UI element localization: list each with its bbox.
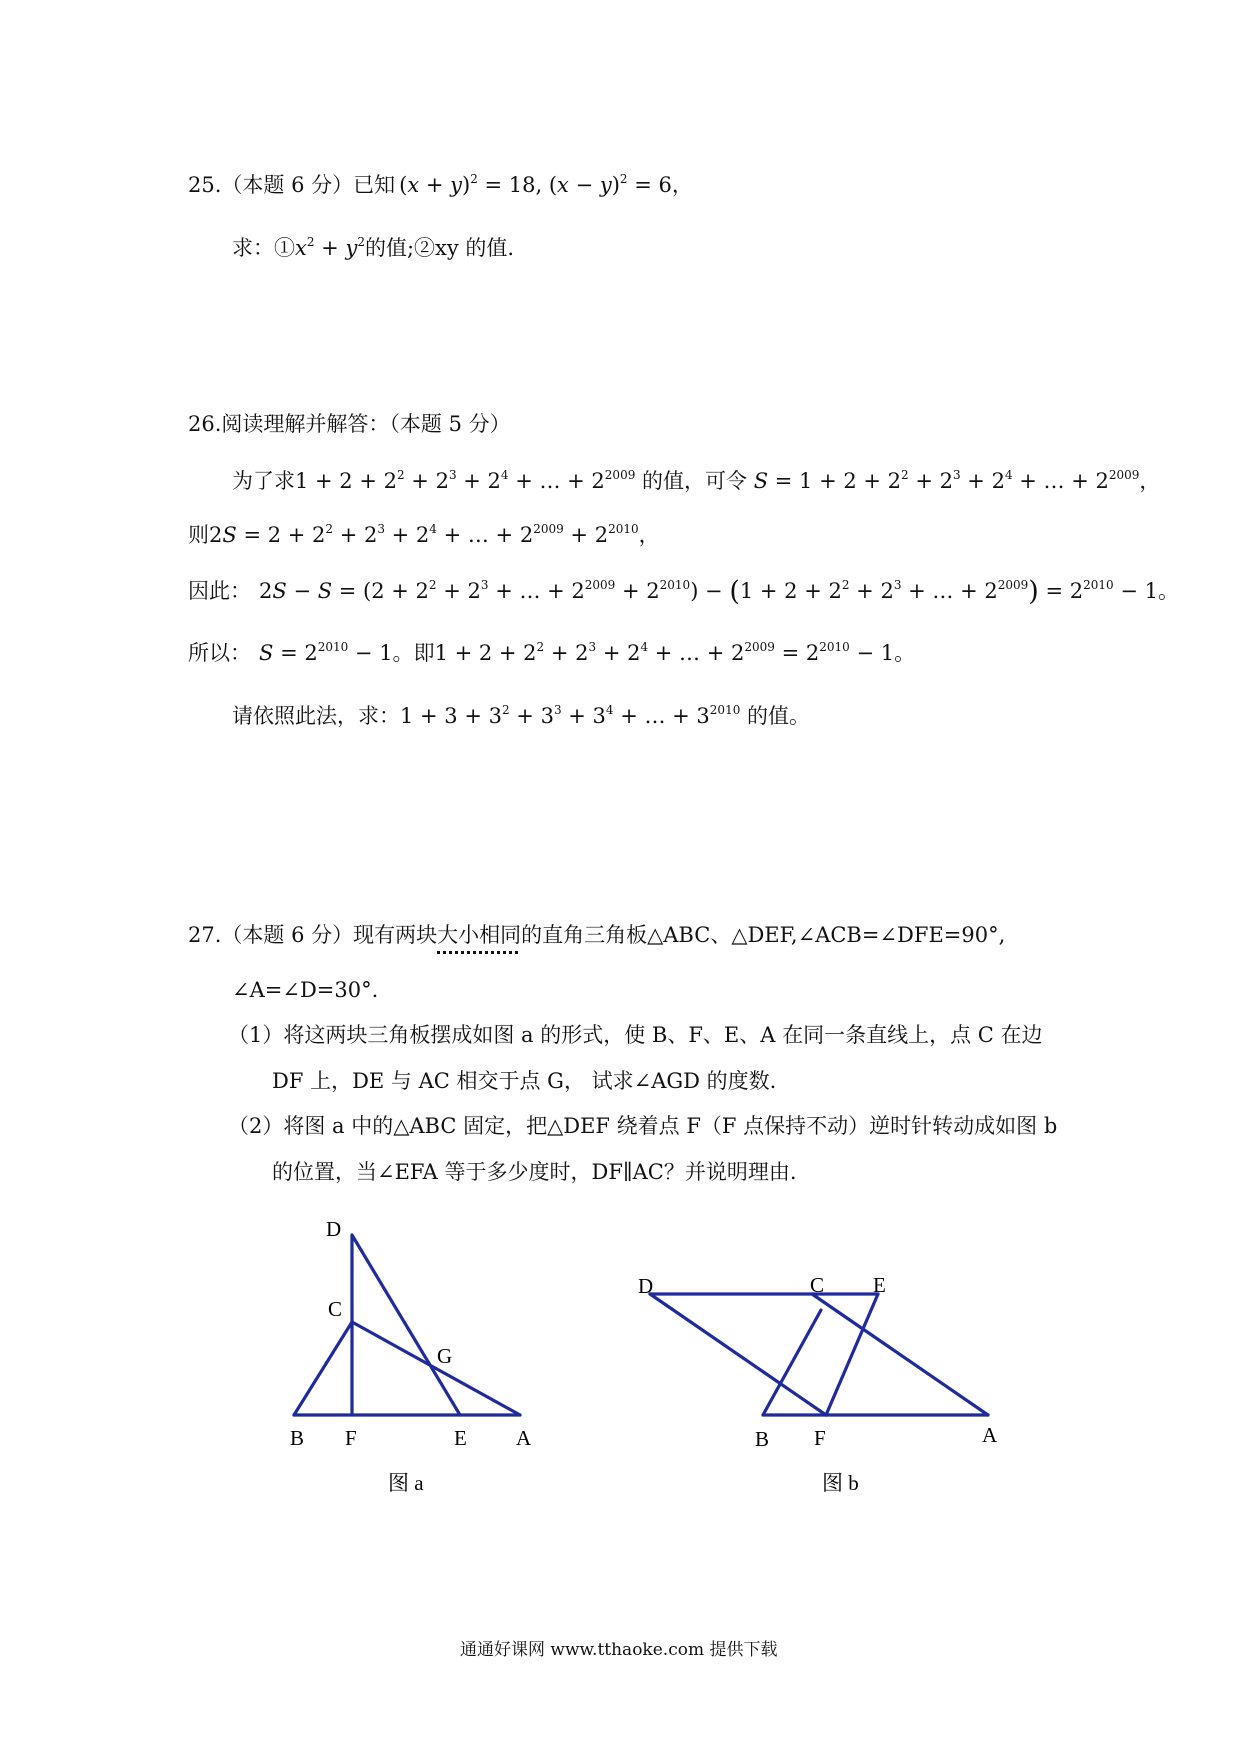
q25-heading bbox=[188, 172, 693, 198]
q25-ask-prefix: 求：① bbox=[232, 236, 295, 260]
q26-identity-expression: $1 + 2 + 2^2 + 2^3 + 2^4$ + … + $2^{2009} = 2^{2010} - 1$。 bbox=[434, 640, 916, 665]
figure-a-label-B: B bbox=[290, 1426, 305, 1450]
q27-part2-line2: 的位置，当∠EFA 等于多少度时，DF∥AC？并说明理由. bbox=[272, 1160, 797, 1184]
q27-part2-line1: （2）将图 a 中的△ABC 固定，把△DEF 绕着点 F（F 点保持不动）逆时针转动成如图 b bbox=[228, 1114, 1058, 1138]
q27-head-angles: ∠A=∠D=30°. bbox=[232, 978, 379, 1002]
figure-a-segment-DE bbox=[352, 1235, 460, 1415]
q26-result-expression: $S = 2^{2010} - 1$。 bbox=[259, 640, 414, 665]
q26-then bbox=[188, 522, 660, 548]
q27-head-a: 27.（本题 6 分）现有两块 bbox=[188, 923, 438, 947]
figure-a-label-F: F bbox=[345, 1426, 357, 1450]
q25-given-expression: $(x + y)^2 = 18$, $(x - y)^2 = 6$， bbox=[399, 172, 693, 197]
q26-ie-label: 即 bbox=[413, 641, 435, 665]
q25-ask-rest: 的值;②xy 的值. bbox=[364, 236, 515, 260]
q26-hence bbox=[188, 575, 1179, 609]
figure-b-label-B: B bbox=[755, 1427, 770, 1451]
figure-b-label-D: D bbox=[638, 1274, 654, 1298]
q26-s-definition: $S = 1 + 2 + 2^2 + 2^3 + 2^4$ + … + $2^{2009}$， bbox=[753, 468, 1161, 493]
figure-b bbox=[630, 1250, 1010, 1510]
figure-b-caption: 图 b bbox=[822, 1471, 859, 1495]
q27-part1-line1: （1）将这两块三角板摆成如图 a 的形式，使 B、F、E、A 在同一条直线上，点 C 在边 bbox=[228, 1023, 1043, 1047]
q26-so bbox=[188, 640, 915, 666]
q26-intro bbox=[232, 468, 1160, 494]
q27-heading bbox=[188, 922, 1005, 948]
page-footer: 通通好课网 www.tthaoke.com 提供下载 bbox=[460, 1640, 778, 1660]
figure-a-label-D: D bbox=[326, 1217, 342, 1241]
q27-part1-line2: DF 上，DE 与 AC 相交于点 G， 试求∠AGD 的度数. bbox=[272, 1069, 777, 1093]
q27-head-emphasis: 大小相同 bbox=[437, 923, 522, 947]
figure-a-segment-CA bbox=[352, 1322, 520, 1415]
figure-a-caption: 图 a bbox=[388, 1471, 424, 1495]
figure-a-label-A: A bbox=[516, 1426, 532, 1450]
figure-b-label-A: A bbox=[982, 1423, 998, 1447]
q26-heading: 26.阅读理解并解答：（本题 5 分） bbox=[188, 412, 511, 436]
figure-b-segment-BC bbox=[763, 1310, 821, 1415]
figure-a-segment-BC bbox=[294, 1322, 352, 1415]
q25-ask bbox=[232, 235, 514, 261]
q27-head-b: 的直角三角板△ABC、△DEF,∠ACB=∠DFE=90°, bbox=[521, 923, 1006, 947]
q26-intro-a: 为了求 bbox=[232, 469, 295, 493]
figure-b-label-C: C bbox=[810, 1273, 825, 1297]
q26-task-expression: $1 + 3 + 3^2 + 3^3 + 3^4$ + … + $3^{2010}$ bbox=[400, 703, 741, 728]
figure-b-label-F: F bbox=[814, 1426, 826, 1450]
figure-b-segment-FE bbox=[826, 1294, 878, 1415]
figure-a bbox=[280, 1205, 540, 1505]
figure-b-segment-DF bbox=[650, 1294, 826, 1415]
q26-hence-label: 因此： bbox=[188, 579, 251, 603]
q26-task-b: 的值。 bbox=[747, 704, 811, 728]
q26-intro-b: 的值，可令 bbox=[642, 469, 748, 493]
q26-so-label: 所以： bbox=[188, 641, 251, 665]
q26-task-a: 请依照此法，求： bbox=[232, 704, 400, 728]
q26-difference-expression: $2S - S = (2 + 2^2 + 2^3$ + … + $2^{2009} + 2^{2010}) - (1 + 2 + 2^2 + 2^3$ + … + $2^{2009}) = 2^{2010} - 1$。 bbox=[259, 576, 1179, 607]
figure-b-segment-CA bbox=[812, 1294, 988, 1415]
q26-series-expression: $1 + 2 + 2^2 + 2^3 + 2^4$ + … + $2^{2009}$ bbox=[295, 468, 636, 493]
q25-ask-expression: $x^2 + y^2$ bbox=[295, 235, 365, 260]
q26-task bbox=[232, 703, 810, 729]
q26-then-label: 则 bbox=[188, 523, 209, 547]
q25-head-label: 25.（本题 6 分）已知 bbox=[188, 173, 396, 197]
figure-b-label-E: E bbox=[873, 1273, 886, 1297]
q26-2s-expression: $2S = 2 + 2^2 + 2^3 + 2^4$ + … + $2^{2009} + 2^{2010}$， bbox=[209, 522, 660, 547]
figure-a-label-E: E bbox=[454, 1426, 467, 1450]
figure-a-label-C: C bbox=[328, 1297, 343, 1321]
figure-a-label-G: G bbox=[437, 1344, 453, 1368]
